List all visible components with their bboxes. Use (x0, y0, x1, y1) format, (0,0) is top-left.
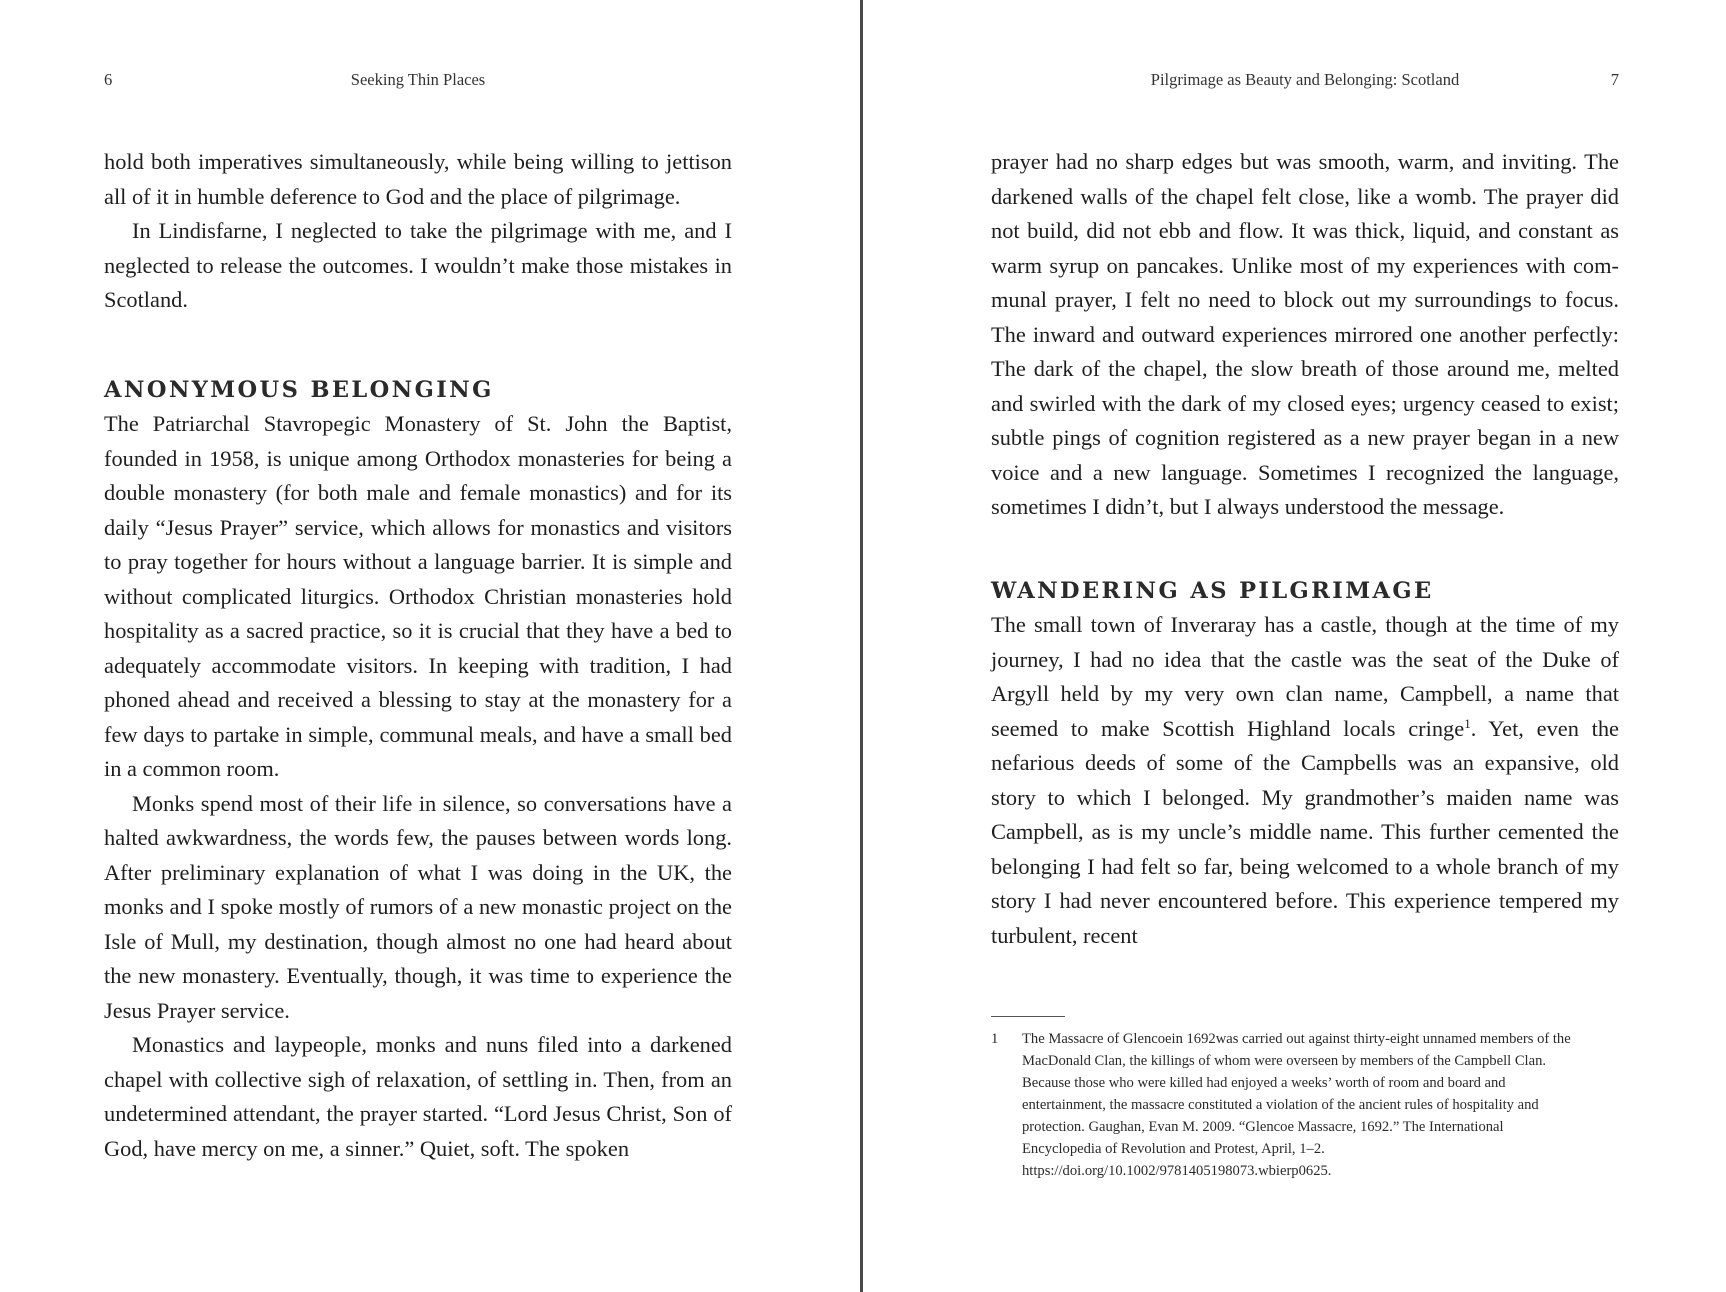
left-paragraph: Monastics and laypeople, monks and nuns filed into a darkened chapel with collective sigh of relaxation, of settling in. Then, from an undetermined attendant, the prayer started. “Lord Jesus Christ, Son of God, have mercy on me, a sinner.” Quiet, soft. The spoken (104, 1032, 732, 1161)
right-running-head: Pilgrimage as Beauty and Belonging: Scotland (1150, 70, 1460, 89)
left-page-number: 6 (104, 70, 113, 89)
left-paragraph: Monks spend most of their life in silence, so conversations have a halted awkwardness, the words few, the pauses between words long. After preliminary explanation of what I was doing in the UK, the monks and I spoke mostly of rumors of a new monastic project on the Isle of Mull, my destination, though almost no one had heard about the new monastery. Eventually, though, it was time to experience the Jesus Prayer service. (104, 790, 732, 1023)
section-heading: WANDERING AS PILGRIMAGE (991, 577, 1434, 604)
right-paragraph: prayer had no sharp edges but was smooth, warm, and inviting. The darkened walls of the chapel felt close, like a womb. The prayer did not build, did not ebb and flow. It was thick, liquid, and constant as warm syrup on pancakes. Unlike most of my experiences with communal prayer, I felt no need to block out my surroundings to focus. The inward and outward experiences mirrored one another perfectly: The dark of the chapel, the slow breath of those around me, melted and swirled with the dark of my closed eyes; urgency ceased to exist; subtle pings of cognition registered as a new prayer began in a new voice and a new language. Sometimes I recognized the language, sometimes I didn’t, but I always understood the message. (991, 149, 1619, 519)
paragraph-text: . Yet, even the nefarious deeds of some of the Campbells was an expansive, old story to which I belonged. My grandmother’s maiden name was Campbell, as is my uncle’s middle name. This further cemented the belonging I had felt so far, being welcomed to a whole branch of my story I had never encountered before. This experience tempered my turbulent, recent (991, 715, 1619, 948)
footnote-rule (991, 1016, 1065, 1017)
left-running-head: Seeking Thin Places (350, 70, 486, 89)
left-paragraph: The Patriarchal Stavropegic Monastery of St. John the Baptist, founded in 1958, is unique among Orthodox monasteries for being a double monastery (for both male and female monastics) and for its daily “Jesus Prayer” service, which allows for monastics and visitors to pray together for hours without a language barrier. It is simple and without complicated liturgics. Orthodox Christian monasteries hold hospitality as a sacred practice, so it is crucial that they have a bed to adequately accommodate visitors. In keeping with tradition, I had phoned ahead and received a blessing to stay at the monastery for a few days to partake in simple, communal meals, and have a small bed in a common room. (104, 411, 732, 781)
footnote-number: 1 (991, 1031, 999, 1047)
left-paragraph: In Lindisfarne, I neglected to take the pilgrimage with me, and I neglected to release the outcomes. I wouldn’t make those mistakes in Scotland. (104, 218, 732, 312)
left-paragraph: hold both imperatives simultaneously, while being willing to jettison all of it in humble deference to God and the place of pilgrimage. (104, 149, 732, 209)
section-heading: ANONYMOUS BELONGING (104, 376, 494, 403)
footnote-reference[interactable]: 1 (1464, 715, 1471, 731)
paragraph-text: The small town of Inveraray has a castle, though at the time of my journey, I had no idea that the castle was the seat of the Duke of Argyll held by my very own clan name, Campbell, a name that seemed to make Scottish Highland locals cringe (991, 612, 1619, 741)
right-page-number: 7 (1610, 70, 1619, 89)
page-gutter-divider (860, 0, 863, 1292)
footnote-text: The Massacre of Glencoein 1692was carried out against thirty-eight unnamed members of the MacDonald Clan, the killings of whom were overseen by members of the Campbell Clan. Because those who were killed had enjoyed a weeks’ worth of room and board and entertainment, the massacre constituted a violation of the ancient rules of hospitality and protection. Gaughan, Evan M. 2009. “Glencoe Massacre, 1692.” The International Encyclopedia of Revolution and Protest, April, 1–2. https://doi.org/10.1002/9781405198073.wbierp0625. (1022, 1031, 1571, 1179)
left-page-body (104, 145, 732, 1166)
right-page-body (991, 145, 1619, 953)
left-page (104, 0, 732, 1292)
left-page-header (104, 70, 732, 94)
right-page (991, 0, 1619, 1292)
footnote (991, 1028, 1581, 1182)
right-page-header (991, 70, 1619, 94)
right-paragraph (991, 608, 1619, 953)
